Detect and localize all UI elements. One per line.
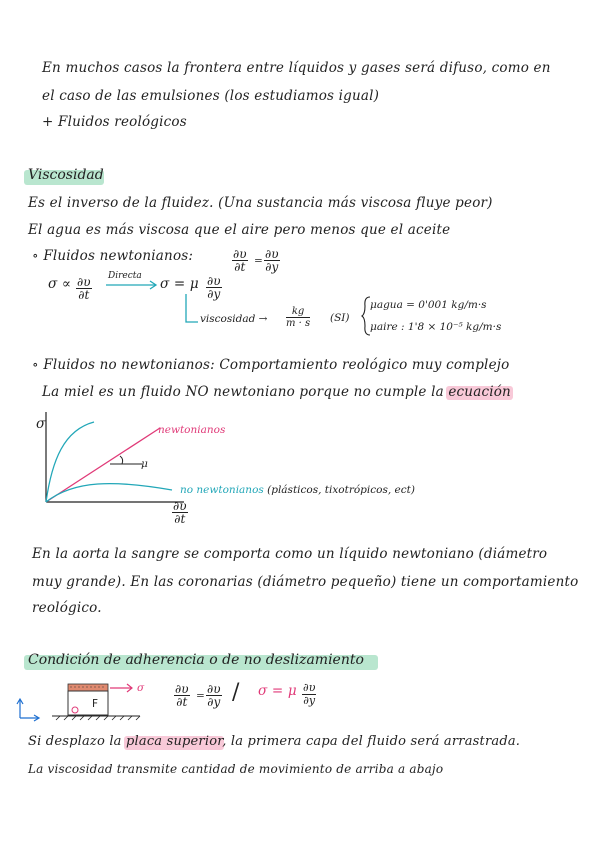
upper-plate [68,684,108,691]
sigma-mu-num: ∂υ [207,274,221,288]
bullet-newtonianos: ∘ Fluidos newtonianos: [32,248,194,264]
deriv-t-num: ∂υ [233,247,247,261]
no-newtonianos-group [180,484,415,496]
particle-marker [72,707,78,713]
mu-agua: μagua = 0'001 kg/m·s [370,299,487,311]
aorta-line-2: muy grande). En las coronarias (diámetro pequeño) tiene un comportamiento [32,574,579,590]
intro-line-3: + Fluidos reológicos [42,114,187,130]
adh-lhs-den: ∂t [176,695,188,709]
adherencia-line-1 [28,734,520,749]
placa-word [126,734,222,749]
prop-fraction [76,276,92,301]
placa-text: placa superior [125,734,223,749]
units-num: kg [286,306,310,318]
miel-text: La miel es un fluido NO newtoniano porque no cumple la [42,384,444,400]
viscosidad-line-1: Es el inverso de la fluidez. (Una sustancia más viscosa fluye peor) [28,195,493,211]
prop-num: ∂υ [77,275,91,289]
graph-x-num: ∂υ [173,499,187,513]
adh-rhs-den: ∂y [207,695,221,709]
mu-to-visc-arrow [182,292,222,332]
shear-thinning-curve [46,422,94,502]
adherencia-line-1a: Si desplazo la [28,734,122,749]
mu-aire: μaire : 1'8 × 10⁻⁵ kg/m·s [370,321,502,333]
separator-slash: / [232,680,240,705]
deriv-y-den: ∂y [265,260,279,274]
adh-equals: = [196,690,205,702]
adh-sigma-mu: σ = μ [258,683,297,699]
units-den: m · s [286,318,311,329]
viscosidad-title: Viscosidad [28,167,104,183]
proportional-symbol: σ ∝ [48,276,72,292]
intro-line-2: el caso de las emulsiones (los estudiamos igual) [42,88,380,104]
si-label: (SI) [330,312,350,324]
deriv-equals: = [254,255,263,267]
no-newtonianos-note: (plásticos, tixotrópicos, ect) [267,484,415,496]
bullet-newtonianos-label: Fluidos newtonianos: [43,248,194,264]
plate-diagram [12,682,145,732]
adh-lhs-fraction [174,683,190,708]
bullet-no-newtonianos: ∘ Fluidos no newtonianos: Comportamiento reológico muy complejo [32,357,510,373]
shear-thickening-curve [46,484,172,502]
adh-eq2-fraction [302,682,316,707]
sigma-mu: σ = μ [160,276,199,292]
deriv-y-fraction [264,248,280,273]
viscosidad-line-2: El agua es más viscosa que el aire pero menos que el aceite [28,222,451,238]
mu-label: μ [141,458,148,470]
bullet-no-newtonianos-label: Fluidos no newtonianos: Comportamiento reológico muy complejo [43,357,510,373]
directa-arrow [104,280,164,290]
adh-eq2-num: ∂υ [303,681,316,694]
deriv-t-fraction [232,248,248,273]
prop-den: ∂t [78,288,90,302]
aorta-line-1: En la aorta la sangre se comporta como un líquido newtoniano (diámetro [32,546,548,562]
ecuacion-text: ecuación [448,384,511,400]
adh-rhs-fraction [206,683,222,708]
adh-eq2-den: ∂y [303,694,316,707]
adherencia-line-1b: , la primera capa del fluido será arrastrada. [222,734,521,749]
deriv-y-num: ∂υ [265,247,279,261]
deriv-t-den: ∂t [234,260,246,274]
adh-rhs-num: ∂υ [207,682,221,696]
newtonianos-label: newtonianos [158,424,226,436]
no-newtonianos-label: no newtonianos [180,484,264,496]
block-label: F [92,698,99,710]
graph-x-den: ∂t [174,512,186,526]
miel-line [42,384,511,400]
ecuacion-word [448,384,511,400]
viscosidad-label: viscosidad → [200,313,268,325]
units-fraction [286,306,310,329]
graph-x-label [172,500,188,525]
sigma-mu-den: ∂y [207,287,221,301]
graph-y-label: σ [36,416,46,432]
mu-angle [120,456,123,464]
adh-lhs-num: ∂υ [175,682,189,696]
aorta-line-3: reológico. [32,600,102,616]
adherencia-line-2: La viscosidad transmite cantidad de movimiento de arriba a abajo [28,762,444,776]
force-sigma: σ [137,682,145,694]
adherencia-title: Condición de adherencia o de no deslizamiento [28,652,364,668]
directa-label: Directa [108,271,142,281]
fluid-block [68,691,108,715]
intro-line-1: En muchos casos la frontera entre líquidos y gases será difuso, como en [42,60,551,76]
